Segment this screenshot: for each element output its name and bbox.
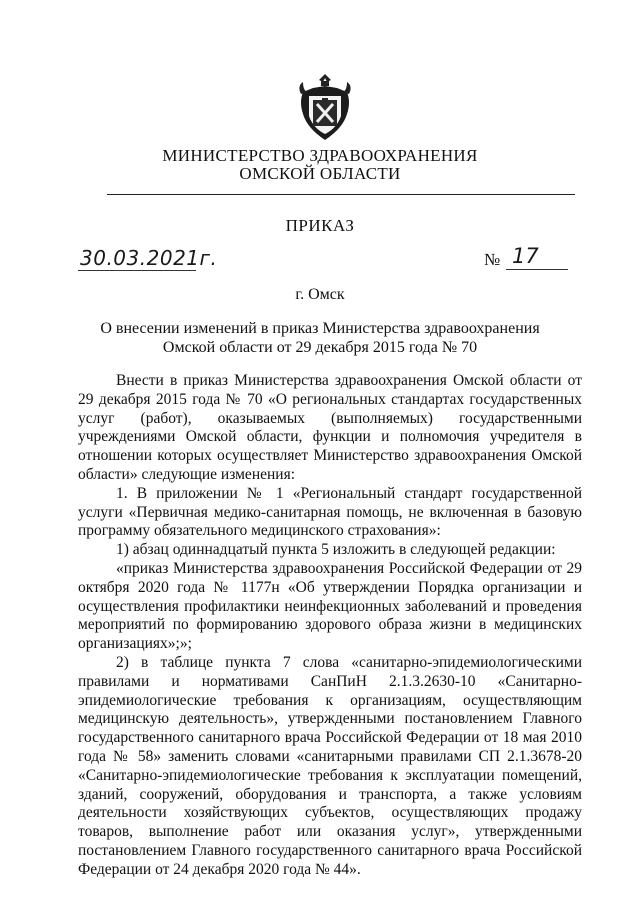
- paragraph-subitem-1: 1) абзац одиннадцатый пункта 5 изложить в следующей редакции:: [116, 541, 556, 559]
- paragraph-item-1: 1. В приложении № 1 «Региональный стандарт государственной услуги «Первичная медико-санитарная помощь, не включенная в базовую программу обязательного медицинского страхования»:: [78, 484, 582, 540]
- subject-line1: О внесении изменений в приказ Министерства здравоохранения: [100, 320, 540, 337]
- order-number: 17: [512, 244, 539, 268]
- coat-of-arms-emblem: [297, 72, 353, 144]
- order-date: 30.03.2021г.: [80, 246, 218, 270]
- header-divider: [107, 194, 575, 195]
- order-number-label: №: [484, 250, 501, 269]
- city: г. Омск: [295, 286, 345, 303]
- organization-name-line2: ОМСКОЙ ОБЛАСТИ: [239, 164, 401, 183]
- subject-line2: Омской области от 29 декабря 2015 года № 70: [162, 339, 478, 356]
- document-title: ПРИКАЗ: [285, 216, 355, 235]
- paragraph-quote-order: «приказ Министерства здравоохранения Российской Федерации от 29 октября 2020 года № 1177н «Об утверждении Порядка организации и осуществления профилактики неинфекционных заболеваний и проведения мероприятий по формированию здорового образа жизни в медицинских организациях»;»;: [78, 559, 582, 653]
- date-underline: [78, 270, 196, 271]
- paragraph-subitem-2: 2) в таблице пункта 7 слова «санитарно-эпидемиологическими правилами и нормативами СанПиН 2.1.3.2630-10 «Санитарно-эпидемиологические требования к организациям, осуществляющим медицинскую деятельность», утвержденными постановлением Главного государственного санитарного врача Российской Федерации от 18 мая 2010 года № 58» заменить словами «санитарными правилами СП 2.1.3678-20 «Санитарно-эпидемиологические требования к эксплуатации помещений, зданий, сооружений, оборудования и транспорта, а также условиям деятельности хозяйствующих субъектов, осуществляющих продажу товаров, выполнение работ или оказания услуг», утвержденными постановлением Главного государственного санитарного врача Российской Федерации от 24 декабря 2020 года № 44».: [78, 653, 582, 878]
- number-underline: [506, 269, 568, 270]
- organization-name-line1: МИНИСТЕРСТВО ЗДРАВООХРАНЕНИЯ: [162, 146, 478, 165]
- document-body: [78, 372, 582, 880]
- paragraph-intro: Внести в приказ Министерства здравоохранения Омской области от 29 декабря 2015 года № 70 «О региональных стандартах государственных услуг (работ), оказываемых (выполняемых) государственными учреждениями Омской области, функции и полномочия учредителя в отношении которых осуществляет Министерство здравоохранения Омской области» следующие изменения:: [78, 372, 582, 483]
